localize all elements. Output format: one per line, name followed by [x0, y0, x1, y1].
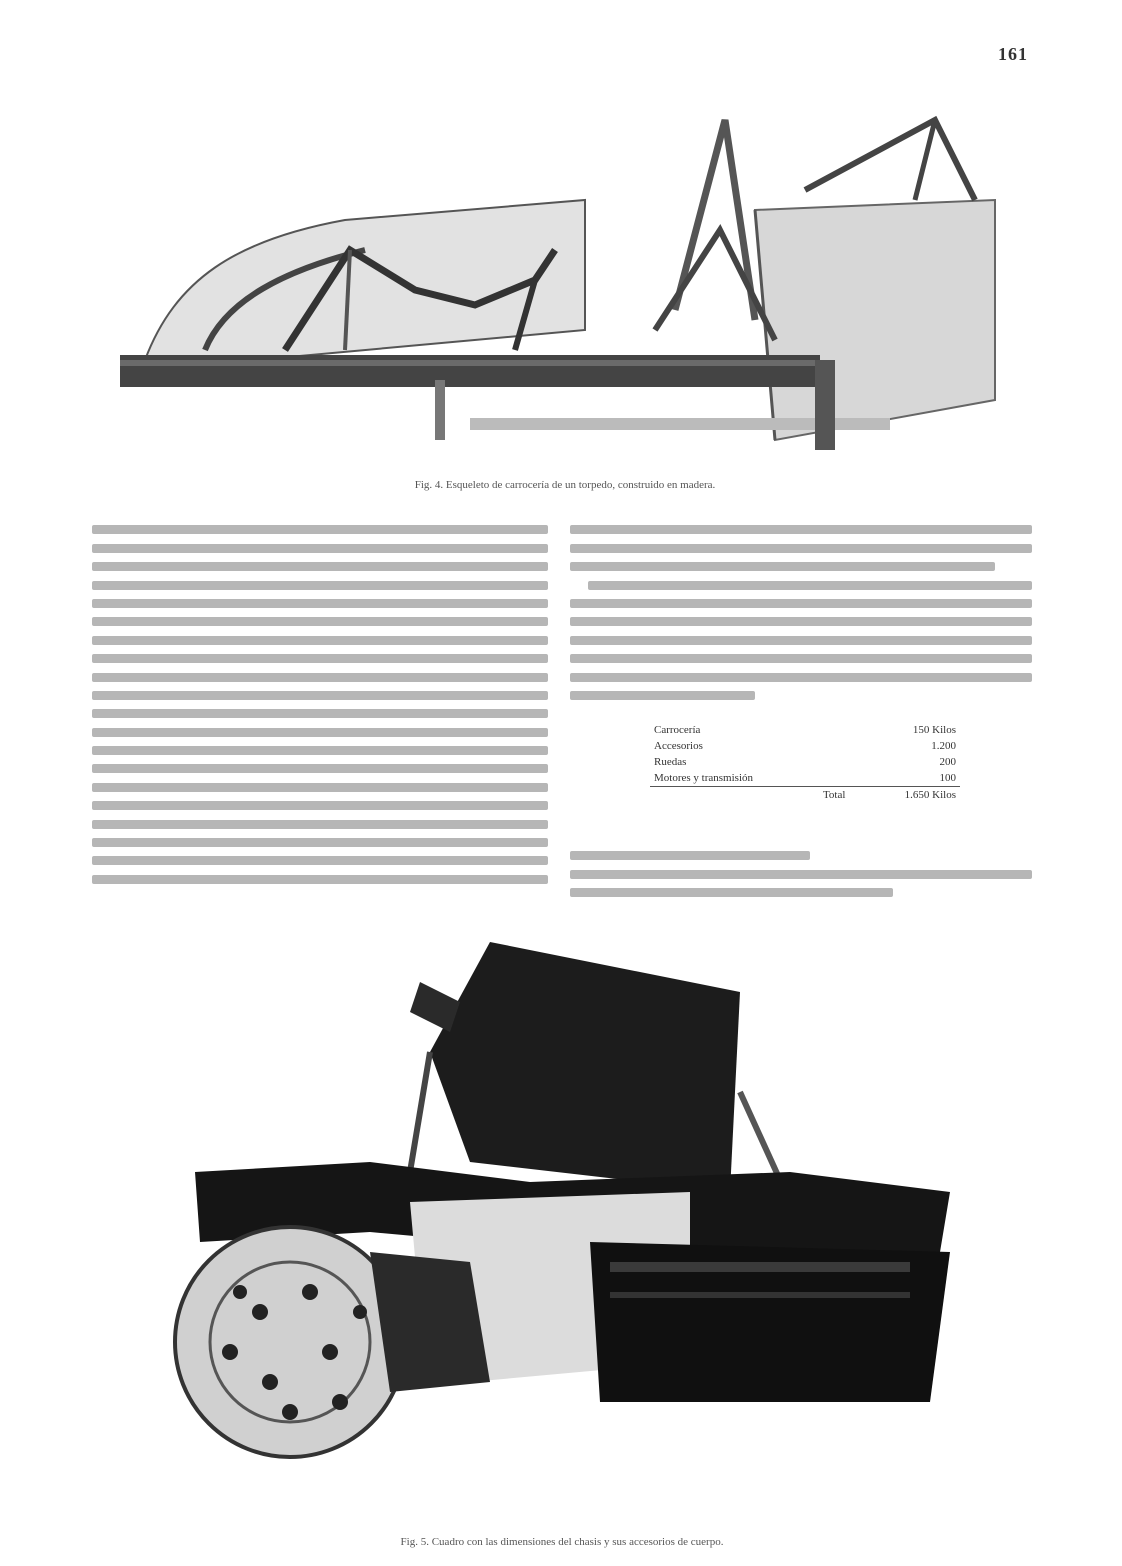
car-body-frame-illustration [115, 100, 1005, 462]
row-label: Motores y transmisión [654, 772, 753, 784]
table-row-total [650, 787, 960, 804]
paragraph [570, 516, 1032, 700]
weights-table [650, 722, 960, 803]
figure-caption: Fig. 4. Esqueleto de carrocería de un torpedo, construido en madera. [414, 479, 716, 491]
row-label: Ruedas [654, 756, 687, 768]
row-value: 100 [939, 772, 956, 784]
row-value: 150 Kilos [912, 724, 956, 736]
table-row [650, 754, 960, 770]
total-value: 1.650 Kilos [849, 787, 960, 804]
paragraph [92, 516, 548, 884]
page-number: 161 [998, 44, 1028, 64]
text-column-left [92, 516, 548, 906]
chassis-photo-illustration [170, 932, 970, 1492]
figure-car-body-frame [115, 100, 1005, 462]
row-label: Carrocería [654, 724, 701, 736]
paragraph [570, 842, 1032, 897]
figure-caption: Fig. 5. Cuadro con las dimensiones del chasis y sus accesorios de cuerpo. [400, 1536, 724, 1548]
text-column-right-tail [570, 842, 1032, 902]
row-label: Accesorios [654, 740, 703, 752]
figure-chassis-photo [170, 932, 970, 1492]
row-value: 1.200 [931, 740, 956, 752]
table-row [650, 738, 960, 754]
row-value: 200 [939, 756, 956, 768]
total-label: Total [650, 787, 849, 804]
table-row [650, 722, 960, 738]
table-row [650, 770, 960, 787]
